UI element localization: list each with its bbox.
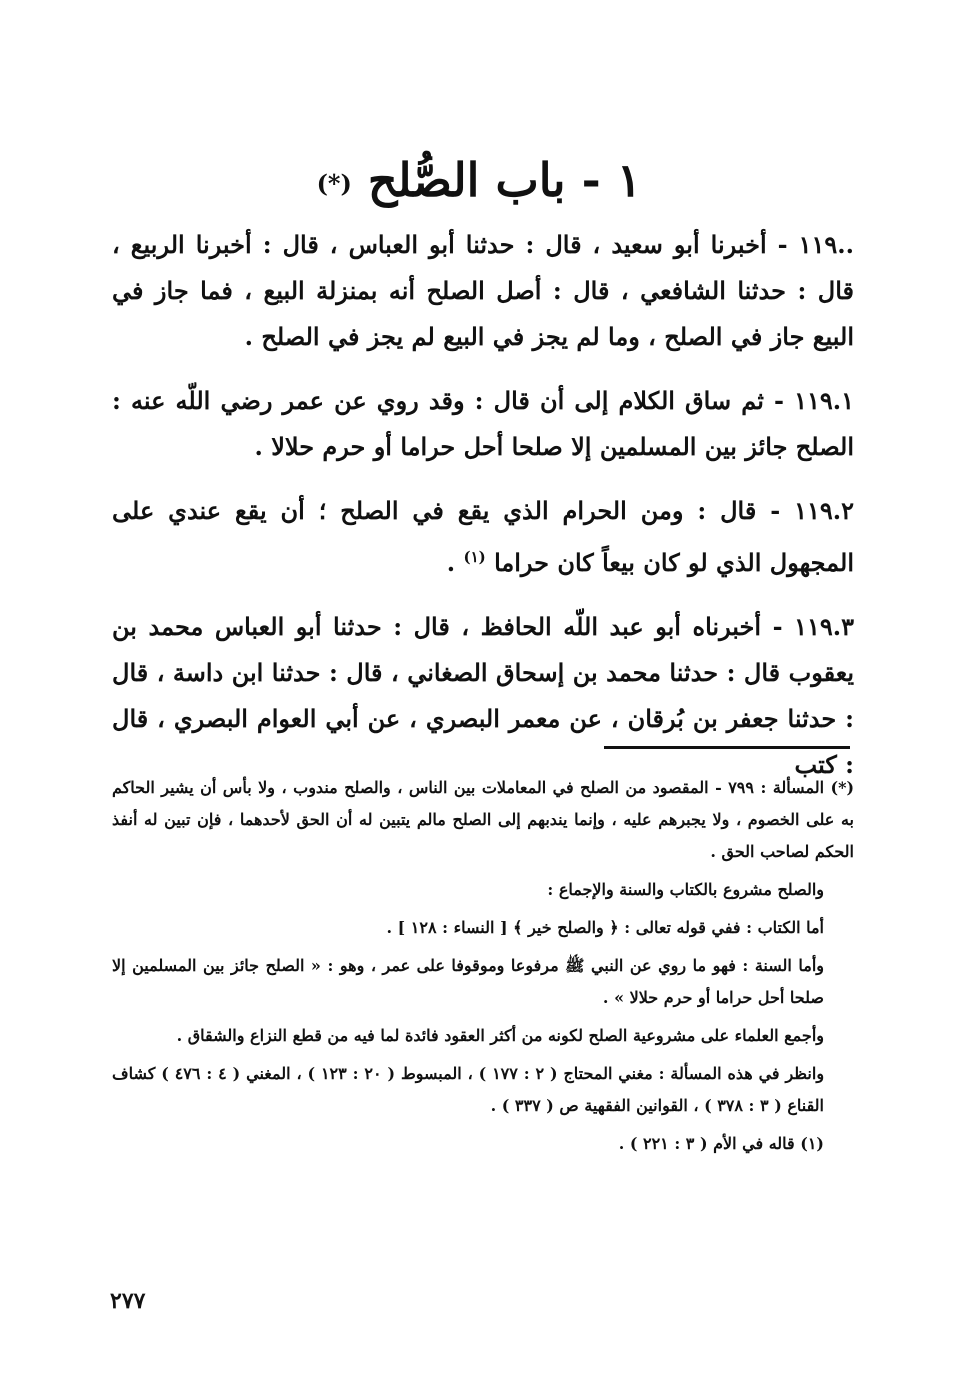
paragraph-text: - ثم ساق الكلام إلى أن قال : وقد روي عن عمر رضي اللّه عنه : الصلح جائز بين المسلمين إلا صلحا أحل حراما أو حرم حلالا . xyxy=(112,386,854,461)
paragraph-number: ١١٩.١ xyxy=(794,386,854,415)
paragraph-text: - قال : ومن الحرام الذي يقع في الصلح ؛ أن يقع عندي على المجهول الذي لو كان بيعاً كان حراما xyxy=(112,496,854,577)
paragraph-number: ..١١٩ xyxy=(798,230,854,259)
paragraph-text: - أخبرنا أبو سعيد ، قال : حدثنا أبو العباس ، قال : أخبرنا الربيع ، قال : حدثنا الشافعي ، قال : أصل الصلح أنه بمنزلة البيع ، فما جاز في البيع جاز في الصلح ، وما لم يجز في البيع لم يجز في الصلح . xyxy=(112,230,854,351)
main-text xyxy=(112,222,854,806)
paragraph-number: ١١٩.٣ xyxy=(794,612,854,641)
footnote-line: وأجمع العلماء على مشروعية الصلح لكونه من أكثر العقود فائدة لما فيه من قطع النزاع والشقاق . xyxy=(176,1026,824,1045)
footnote-line: وانظر في هذه المسألة : مغني المحتاج ( ٢ : ١٧٧ ) ، المبسوط ( ٢٠ : ١٢٣ ) ، المغني ( ٤ : ٤٧٦ ) كشاف القناع ( ٣ : ٣٧٨ ) ، القوانين الفقهية ص ( ٣٣٧ ) . xyxy=(112,1064,825,1115)
paragraph-text: - أخبرناه أبو عبد اللّه الحافظ ، قال : حدثنا أبو العباس محمد بن يعقوب قال : حدثنا محمد بن إسحاق الصغاني ، قال : حدثنا ابن داسة ، قال : حدثنا جعفر بن بُرقان ، عن معمر البصري ، عن أبي العوام البصري ، قال : كتب xyxy=(112,612,854,779)
page-number: ٢٧٧ xyxy=(110,1288,146,1314)
footnotes xyxy=(112,772,854,1166)
chapter-title-text: ١ - باب الصُّلح xyxy=(367,153,642,207)
footnote-separator xyxy=(604,746,850,749)
paragraph-119-2 xyxy=(112,488,854,586)
chapter-title-footnote-mark: (*) xyxy=(316,169,352,198)
paragraph-number: ١١٩.٢ xyxy=(794,496,854,525)
footnote-line: وأما السنة : فهو ما روي عن النبي ﷺ مرفوعا وموقوفا على عمر ، وهو : « الصلح جائز بين المسلمين إلا صلحا أحل حراما أو حرم حلالا » . xyxy=(112,956,824,1007)
footnote-line: والصلح مشروع بالكتاب والسنة والإجماع : xyxy=(547,880,824,899)
paragraph-119-3 xyxy=(112,604,854,788)
footnote-line: أما الكتاب : ففي قوله تعالى : ﴿ والصلح خير ﴾ [ النساء : ١٢٨ ] . xyxy=(386,918,824,937)
footnote-reference: (١) xyxy=(463,548,486,566)
paragraph-119 xyxy=(112,222,854,360)
footnote-1: (١) قاله في الأم ( ٣ : ٢٢١ ) . xyxy=(618,1134,824,1153)
chapter-title xyxy=(0,140,958,224)
paragraph-tail: . xyxy=(446,548,464,577)
paragraph-119-1 xyxy=(112,378,854,470)
footnote-main: (*) المسألة : ٧٩٩ - المقصود من الصلح في المعاملات بين الناس ، والصلح مندوب ، ولا بأس أن يشير الحاكم به على الخصوم ، ولا يجبرهم عليه ، وإنما يندبهم إلى الصلح مالم يتبين له أن الحق لأحدهما ، فإن تبين له أنفذ الحكم لصاحب الحق . xyxy=(112,778,855,861)
